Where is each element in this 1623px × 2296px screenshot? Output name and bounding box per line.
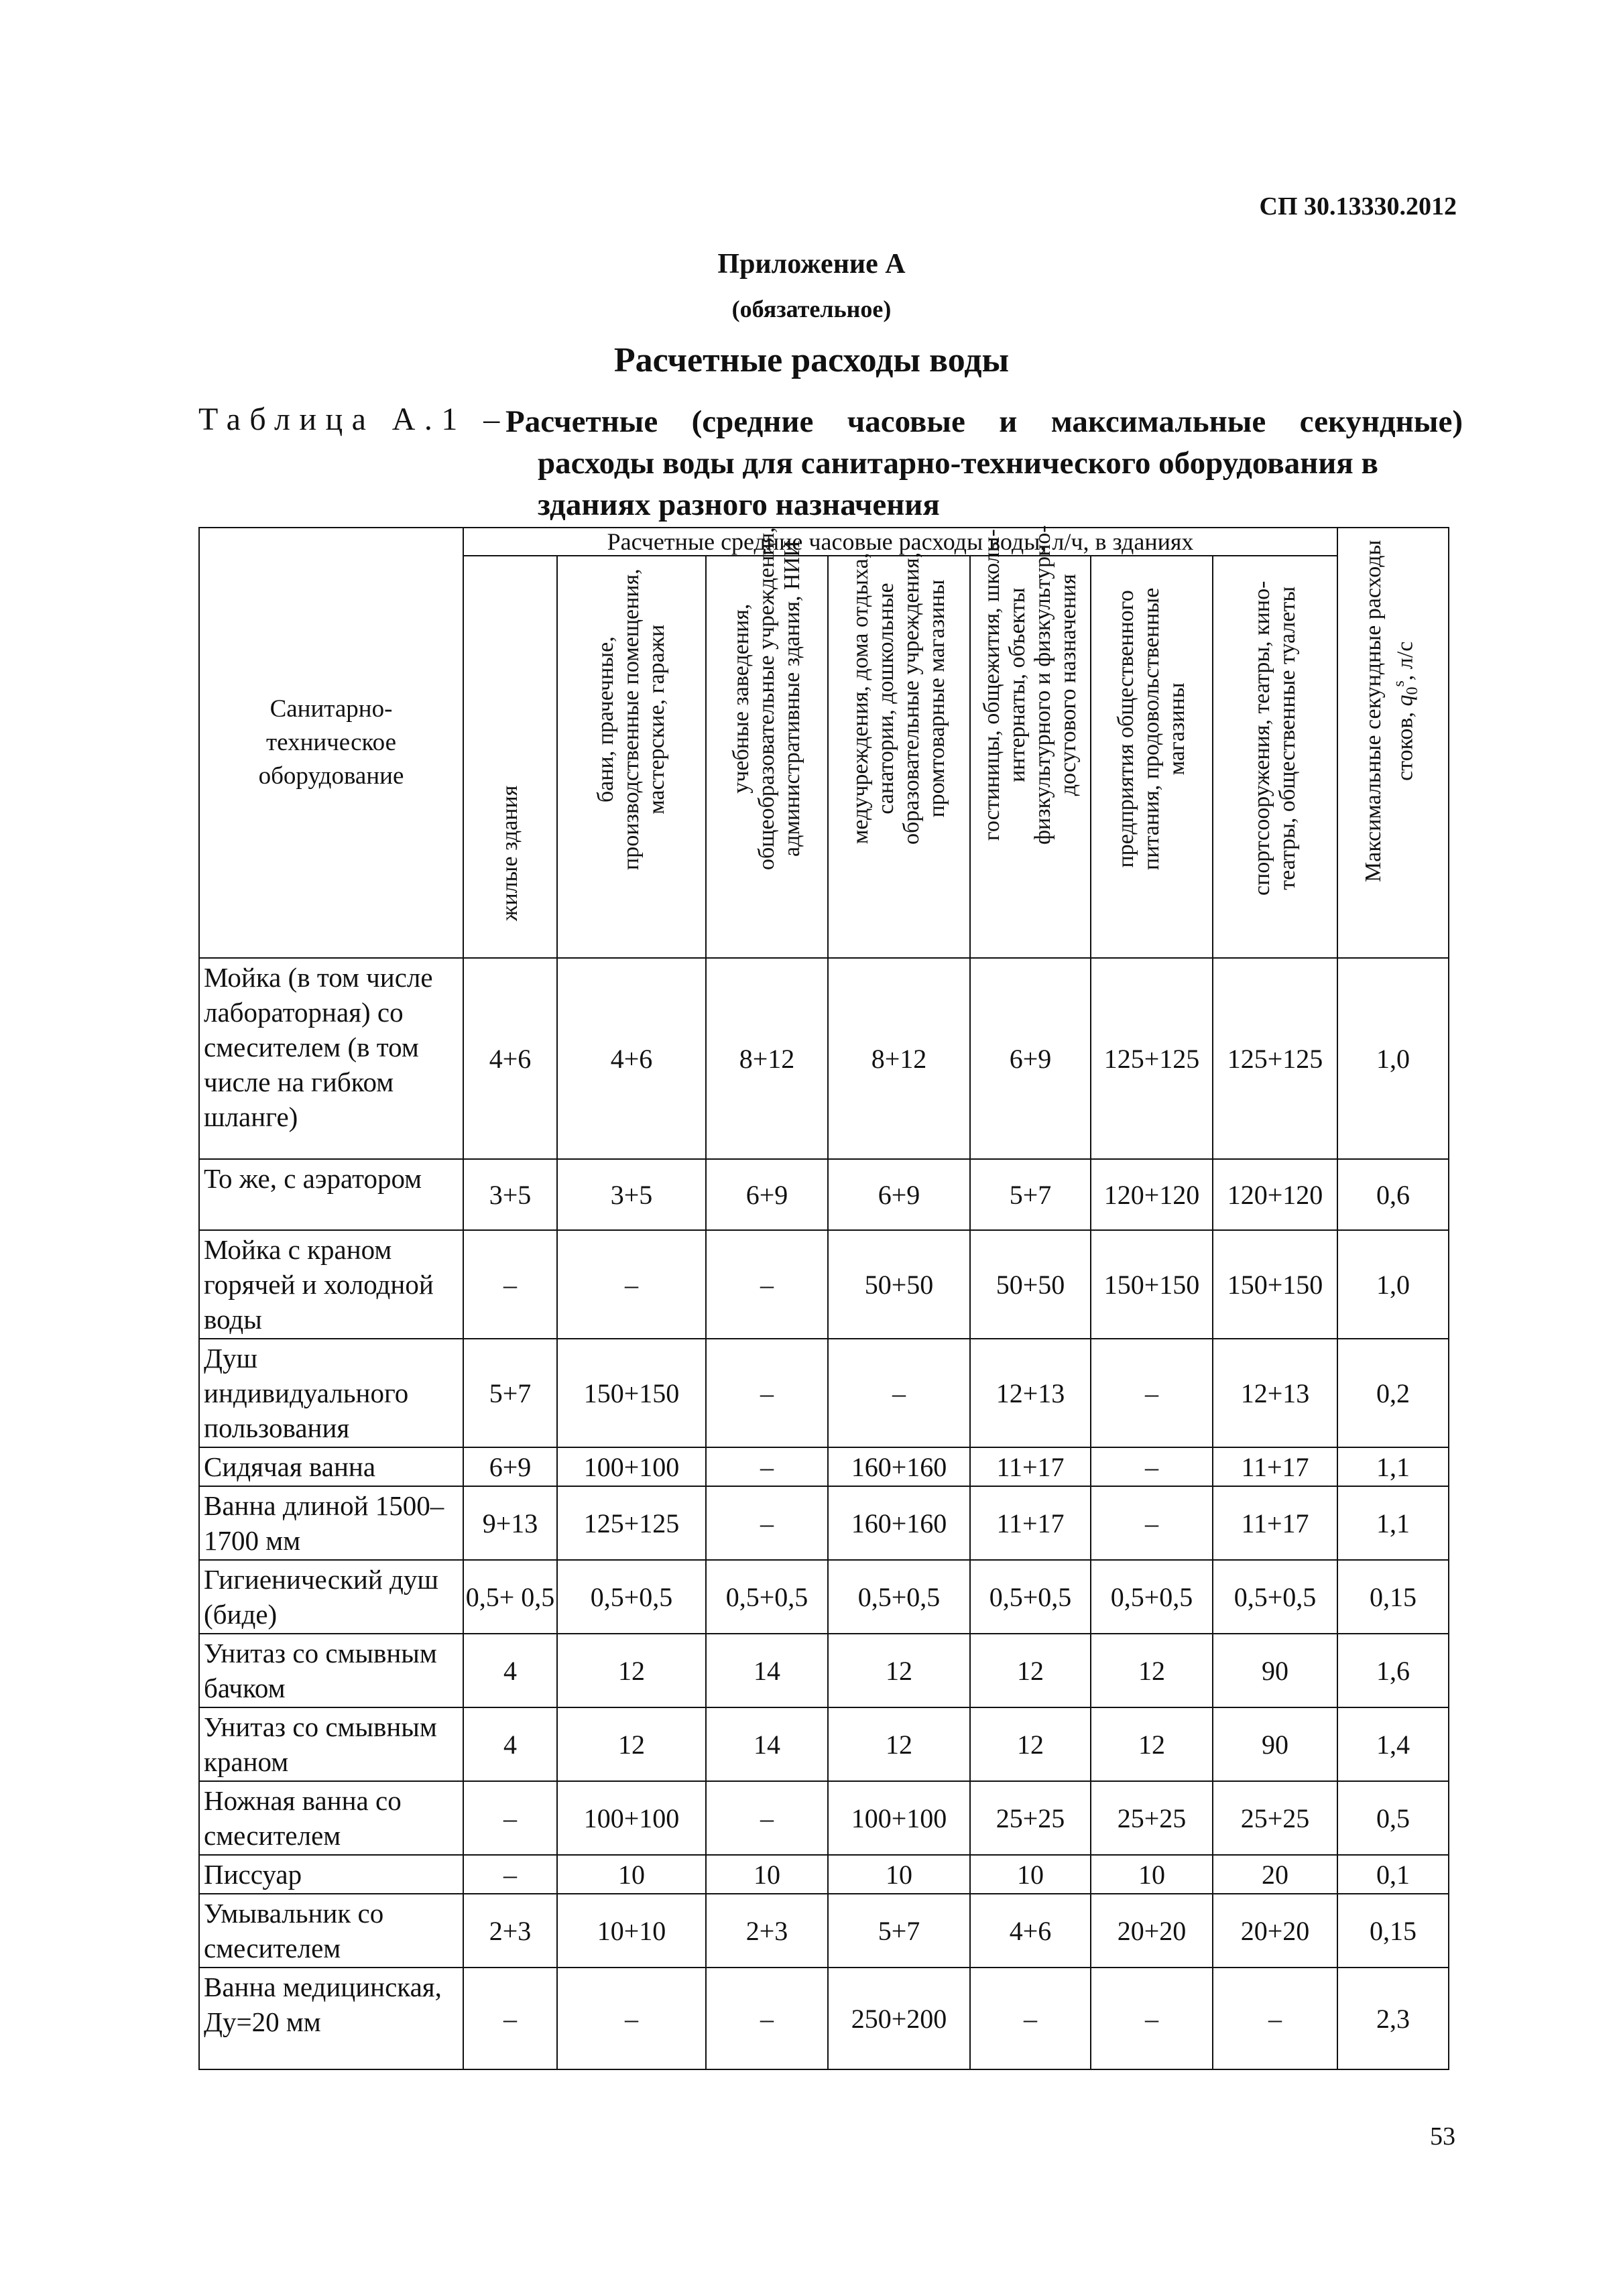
column-header-line: образовательные учреждения, [899, 552, 924, 845]
consumption-value: 2+3 [706, 1894, 828, 1968]
appendix-note: (обязательное) [731, 296, 892, 322]
column-header-line: общеобразовательные учреждения, [754, 527, 779, 870]
consumption-value: 125+125 [557, 1486, 706, 1560]
consumption-value: 3+5 [463, 1159, 557, 1230]
consumption-value: – [706, 1230, 828, 1339]
equipment-name: Ножная ванна со смесителем [199, 1781, 463, 1855]
consumption-value: 150+150 [1091, 1230, 1213, 1339]
consumption-value: 4 [463, 1707, 557, 1781]
column-header-max-drain-text [1361, 540, 1425, 882]
table-row [199, 1230, 1449, 1339]
consumption-value: 9+13 [463, 1486, 557, 1560]
equipment-name: Ванна длиной 1500–1700 мм [199, 1486, 463, 1560]
equipment-name: Писсуар [199, 1855, 463, 1894]
consumption-value: – [1091, 1486, 1213, 1560]
consumption-value: 10 [828, 1855, 970, 1894]
consumption-value: 4+6 [557, 958, 706, 1159]
consumption-value: 6+9 [463, 1447, 557, 1486]
equipment-name: То же, с аэратором [199, 1159, 463, 1230]
section-title: Расчетные расходы воды [613, 341, 1010, 379]
table-row [199, 1339, 1449, 1447]
consumption-value: – [1091, 1968, 1213, 2069]
equipment-header-line: техническое [265, 729, 397, 756]
consumption-value: 12 [1091, 1707, 1213, 1781]
equipment-name: Унитаз со смывным краном [199, 1707, 463, 1781]
max-drain-value: 1,0 [1337, 958, 1449, 1159]
column-header-line: жилые здания [497, 785, 522, 921]
column-header-line: административные здания, НИИ [780, 540, 804, 857]
max-drain-line-2: стоков, $q_0^s$, л/с [1390, 641, 1422, 781]
consumption-value: 12+13 [970, 1339, 1091, 1447]
consumption-value: 50+50 [970, 1230, 1091, 1339]
consumption-value: 0,5+0,5 [1213, 1560, 1337, 1634]
consumption-value: 10 [1091, 1855, 1213, 1894]
consumption-value: 6+9 [828, 1159, 970, 1230]
consumption-value: 5+7 [828, 1894, 970, 1968]
max-drain-value: 0,6 [1337, 1159, 1449, 1230]
column-header-line: предприятия общественного [1114, 590, 1138, 868]
table-caption-line-2: расходы воды для санитарно-технического оборудования в [538, 446, 1378, 481]
max-drain-value: 1,0 [1337, 1230, 1449, 1339]
column-header-text [1114, 588, 1190, 870]
equipment-name: Гигиенический душ (биде) [199, 1560, 463, 1634]
consumption-value: 150+150 [1213, 1230, 1337, 1339]
equipment-name: Душ индивидуального пользования [199, 1339, 463, 1447]
consumption-value: 160+160 [828, 1486, 970, 1560]
max-drain-line-1: Максимальные секундные расходы [1360, 540, 1386, 882]
column-header-line: досугового назначения [1056, 574, 1081, 796]
consumption-value: 6+9 [706, 1159, 828, 1230]
column-header-text [979, 525, 1081, 845]
consumption-value: – [706, 1339, 828, 1447]
column-header [828, 552, 970, 958]
max-drain-value: 0,5 [1337, 1781, 1449, 1855]
consumption-value: – [706, 1781, 828, 1855]
consumption-value: 4+6 [970, 1894, 1091, 1968]
consumption-value: 12 [970, 1634, 1091, 1707]
consumption-value: – [463, 1855, 557, 1894]
consumption-value: 12 [1091, 1634, 1213, 1707]
column-header-line: санатории, дошкольные [874, 583, 898, 814]
consumption-value: – [557, 1230, 706, 1339]
table-row [199, 1159, 1449, 1230]
equipment-name: Мойка с краном горячей и холодной воды [199, 1230, 463, 1339]
consumption-value: 2+3 [463, 1894, 557, 1968]
max-drain-value: 1,4 [1337, 1707, 1449, 1781]
consumption-value: 150+150 [557, 1339, 706, 1447]
consumption-value: – [463, 1230, 557, 1339]
max-drain-value: 0,1 [1337, 1855, 1449, 1894]
column-header-line: театры, общественные туалеты [1275, 586, 1300, 890]
consumption-value: 12 [828, 1634, 970, 1707]
consumption-value: 12 [557, 1634, 706, 1707]
column-header-line: промтоварные магазины [924, 579, 949, 818]
column-header-text [848, 552, 950, 845]
equipment-header-line: Санитарно- [269, 695, 393, 723]
consumption-value: – [1091, 1339, 1213, 1447]
column-header [463, 556, 557, 958]
column-header-line: питания, продовольственные [1139, 587, 1164, 870]
consumption-value: 250+200 [828, 1968, 970, 2069]
max-drain-value: 0,2 [1337, 1339, 1449, 1447]
consumption-value: – [1213, 1968, 1337, 2069]
max-drain-value: 2,3 [1337, 1968, 1449, 2069]
equipment-name: Сидячая ванна [199, 1447, 463, 1486]
column-header-line: физкультурного и физкультурно- [1030, 525, 1055, 845]
consumption-value: – [463, 1968, 557, 2069]
consumption-value: – [706, 1447, 828, 1486]
consumption-value: 8+12 [706, 958, 828, 1159]
equipment-name: Умывальник со смесителем [199, 1894, 463, 1968]
table-row [199, 1486, 1449, 1560]
table-row [199, 1707, 1449, 1781]
consumption-value: 20+20 [1091, 1894, 1213, 1968]
consumption-value: – [1091, 1447, 1213, 1486]
column-header-line: интернаты, объекты [1005, 587, 1030, 782]
consumption-value: – [557, 1968, 706, 2069]
consumption-value: 0,5+0,5 [1091, 1560, 1213, 1634]
consumption-value: – [828, 1339, 970, 1447]
equipment-name: Ванна медицинская, Ду=20 мм [199, 1968, 463, 2069]
consumption-value: 14 [706, 1634, 828, 1707]
consumption-value: 11+17 [1213, 1447, 1337, 1486]
table-caption-title [505, 401, 1463, 526]
consumption-value: 120+120 [1213, 1159, 1337, 1230]
page-number: 53 [1430, 2122, 1455, 2151]
table-row [199, 1855, 1449, 1894]
column-header [970, 525, 1091, 958]
column-header-max-drain [1337, 528, 1449, 958]
column-header [706, 527, 828, 958]
consumption-value: 10 [557, 1855, 706, 1894]
consumption-value: 25+25 [1091, 1781, 1213, 1855]
table-caption-line-3: зданиях разного назначения [538, 487, 940, 522]
consumption-value: 14 [706, 1707, 828, 1781]
consumption-value: 3+5 [557, 1159, 706, 1230]
column-header [557, 556, 706, 958]
column-header-text [729, 527, 805, 870]
consumption-value: 20 [1213, 1855, 1337, 1894]
appendix-title: Приложение А [717, 249, 906, 280]
column-header-text [1250, 581, 1301, 896]
column-header-text [497, 786, 523, 921]
consumption-value: 25+25 [1213, 1781, 1337, 1855]
consumption-value: 10+10 [557, 1894, 706, 1968]
water-consumption-table [198, 527, 1449, 2070]
consumption-value: 8+12 [828, 958, 970, 1159]
column-header-line: магазины [1164, 682, 1189, 776]
consumption-value: 5+7 [970, 1159, 1091, 1230]
table-row [199, 1894, 1449, 1968]
column-header-line: учебные заведения, [729, 603, 754, 794]
header-row-1 [199, 528, 1449, 556]
consumption-value: 11+17 [970, 1486, 1091, 1560]
consumption-value: – [463, 1781, 557, 1855]
column-header-line: бани, прачечные, [593, 636, 618, 803]
consumption-value: 0,5+0,5 [557, 1560, 706, 1634]
consumption-value: 20+20 [1213, 1894, 1337, 1968]
consumption-value: – [970, 1968, 1091, 2069]
consumption-value: 100+100 [828, 1781, 970, 1855]
equipment-header [199, 528, 463, 958]
consumption-value: 90 [1213, 1707, 1337, 1781]
consumption-value: 0,5+0,5 [828, 1560, 970, 1634]
consumption-value: 0,5+0,5 [970, 1560, 1091, 1634]
max-drain-value: 0,15 [1337, 1894, 1449, 1968]
equipment-name: Мойка (в том числе лабораторная) со смесителем (в том числе на гибком шланге) [199, 958, 463, 1159]
column-header-line: медучреждения, дома отдыха, [848, 552, 873, 845]
consumption-value: 160+160 [828, 1447, 970, 1486]
column-header-line: производственные помещения, [619, 568, 644, 870]
table-row [199, 1447, 1449, 1486]
table-row [199, 1781, 1449, 1855]
column-header-text [593, 568, 670, 870]
consumption-value: 0,5+0,5 [706, 1560, 828, 1634]
document-code: СП 30.13330.2012 [1259, 192, 1457, 221]
column-header [1091, 556, 1213, 958]
column-header-line: спортсооружения, театры, кино- [1250, 581, 1274, 896]
equipment-name: Унитаз со смывным бачком [199, 1634, 463, 1707]
table-row [199, 1968, 1449, 2069]
consumption-value: 25+25 [970, 1781, 1091, 1855]
consumption-value: 120+120 [1091, 1159, 1213, 1230]
max-drain-value: 0,15 [1337, 1560, 1449, 1634]
consumption-value: 10 [970, 1855, 1091, 1894]
table-row [199, 1634, 1449, 1707]
consumption-value: 12+13 [1213, 1339, 1337, 1447]
consumption-value: 125+125 [1091, 958, 1213, 1159]
max-drain-value: 1,6 [1337, 1634, 1449, 1707]
consumption-value: 0,5+ 0,5 [463, 1560, 557, 1634]
consumption-value: 11+17 [1213, 1486, 1337, 1560]
equipment-header-line: оборудование [258, 762, 404, 790]
consumption-value: 12 [557, 1707, 706, 1781]
consumption-value: 4 [463, 1634, 557, 1707]
table-row [199, 1560, 1449, 1634]
max-drain-value: 1,1 [1337, 1447, 1449, 1486]
consumption-value: 6+9 [970, 958, 1091, 1159]
consumption-value: 90 [1213, 1634, 1337, 1707]
consumption-value: 5+7 [463, 1339, 557, 1447]
group-header: Расчетные средние часовые расходы воды, л/ч, в зданиях [463, 528, 1337, 556]
consumption-value: 100+100 [557, 1781, 706, 1855]
table-caption-label: Таблица А.1 – [198, 402, 509, 437]
consumption-value: 11+17 [970, 1447, 1091, 1486]
consumption-value: – [706, 1968, 828, 2069]
consumption-value: 125+125 [1213, 958, 1337, 1159]
max-drain-value: 1,1 [1337, 1486, 1449, 1560]
consumption-value: 10 [706, 1855, 828, 1894]
column-header [1213, 556, 1337, 958]
consumption-value: 50+50 [828, 1230, 970, 1339]
consumption-value: 12 [828, 1707, 970, 1781]
consumption-value: – [706, 1486, 828, 1560]
consumption-value: 12 [970, 1707, 1091, 1781]
consumption-value: 100+100 [557, 1447, 706, 1486]
table-caption-line-1: Расчетные (средние часовые и максимальные секундные) [505, 404, 1463, 439]
column-header-line: мастерские, гаражи [644, 624, 669, 814]
column-header-line: гостиницы, общежития, школы- [979, 529, 1004, 841]
table-row [199, 958, 1449, 1159]
consumption-value: 4+6 [463, 958, 557, 1159]
